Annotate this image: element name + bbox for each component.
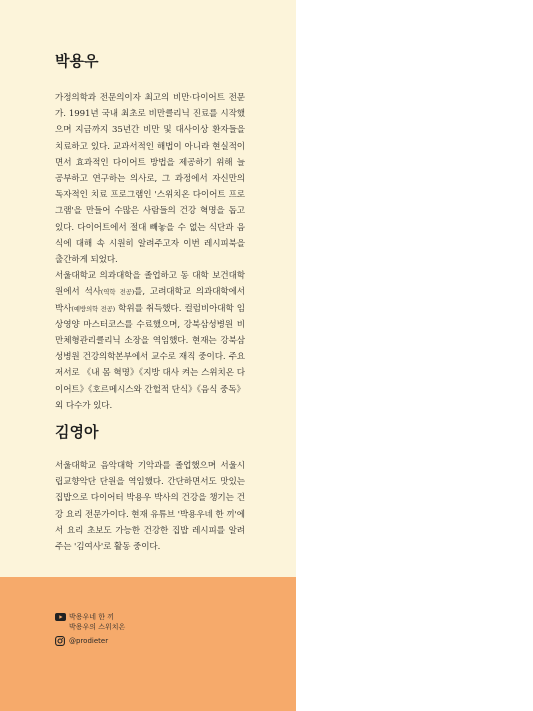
bio-note: (역학 전공) <box>100 288 135 297</box>
youtube-channel-list <box>69 612 125 632</box>
instagram-icon <box>55 636 65 646</box>
author1-bio <box>55 90 245 414</box>
youtube-icon <box>55 613 66 621</box>
author2-name: 김영아 <box>55 423 99 441</box>
bio-note: (예방의학 전공) <box>71 304 116 313</box>
author1-name: 박용우 <box>55 52 99 70</box>
author2-bio <box>55 458 245 555</box>
instagram-account[interactable] <box>55 636 108 646</box>
author1-bio-paragraph-1: 가정의학과 전문의이자 최고의 비만·다이어트 전문가. 1991년 국내 최초로 비만클리닉 진료를 시작했으며 지금까지 35년간 비만 및 대사이상 환자들을 치료하고 있다. 교과서적인 해법이 아니라 현실적이면서 효과적인 다이어트 방법을 제공하기 위해 늘 공부하고 연구하는 의사로, 그 과정에서 자신만의 독자적인 치료 프로그램인 '스위치온 다이어트 프로그램'을 만들어 수많은 사람들의 건강 혁명을 돕고 있다. 다이어트에서 절대 빼놓을 수 없는 식단과 음식에 대해 속 시원히 알려주고자 이번 레시피북을 출간하게 되었다. <box>55 93 245 266</box>
bio-text: 를, 고려대학교 의과대학에서 박사 <box>55 287 245 314</box>
bio-text: 학위를 취득했다. 컬럼비아대학 임상영양 마스터코스를 수료했으며, 강북삼성병원 비만체형관리클리닉 소장을 역임했다. 현재는 강북삼성병원 건강의학본부에서 교수로 재직 중이다. 주요 저서로 《내 몸 혁명》《지방 대사 켜는 스위치온 다이어트》《호르메시스와 간헐적 단식》《음식 중독》 외 다수가 있다. <box>55 303 245 411</box>
youtube-channels[interactable] <box>55 612 125 632</box>
instagram-handle[interactable]: @prodieter <box>69 637 109 645</box>
author1-bio-paragraph-2 <box>55 268 245 414</box>
youtube-channel-1[interactable]: 박용우네 한 끼 <box>69 613 115 621</box>
bio-text: 서울대학교 의과대학을 졸업하고 동 대학 보건대학원에서 석사 <box>55 271 245 298</box>
social-footer <box>0 577 296 711</box>
author2-bio-paragraph: 서울대학교 음악대학 기악과를 졸업했으며 서울시립교향악단 단원을 역임했다. 간단하면서도 맛있는 집밥으로 다이어터 박용우 박사의 건강을 챙기는 건강 요리 전문가이다. 현재 유튜브 '박용우네 한 끼'에서 요리 초보도 가능한 건강한 집밥 레시피를 알려 주는 '김여사'로 활동 중이다. <box>55 461 245 553</box>
youtube-channel-2[interactable]: 박용우의 스위치온 <box>69 623 126 631</box>
